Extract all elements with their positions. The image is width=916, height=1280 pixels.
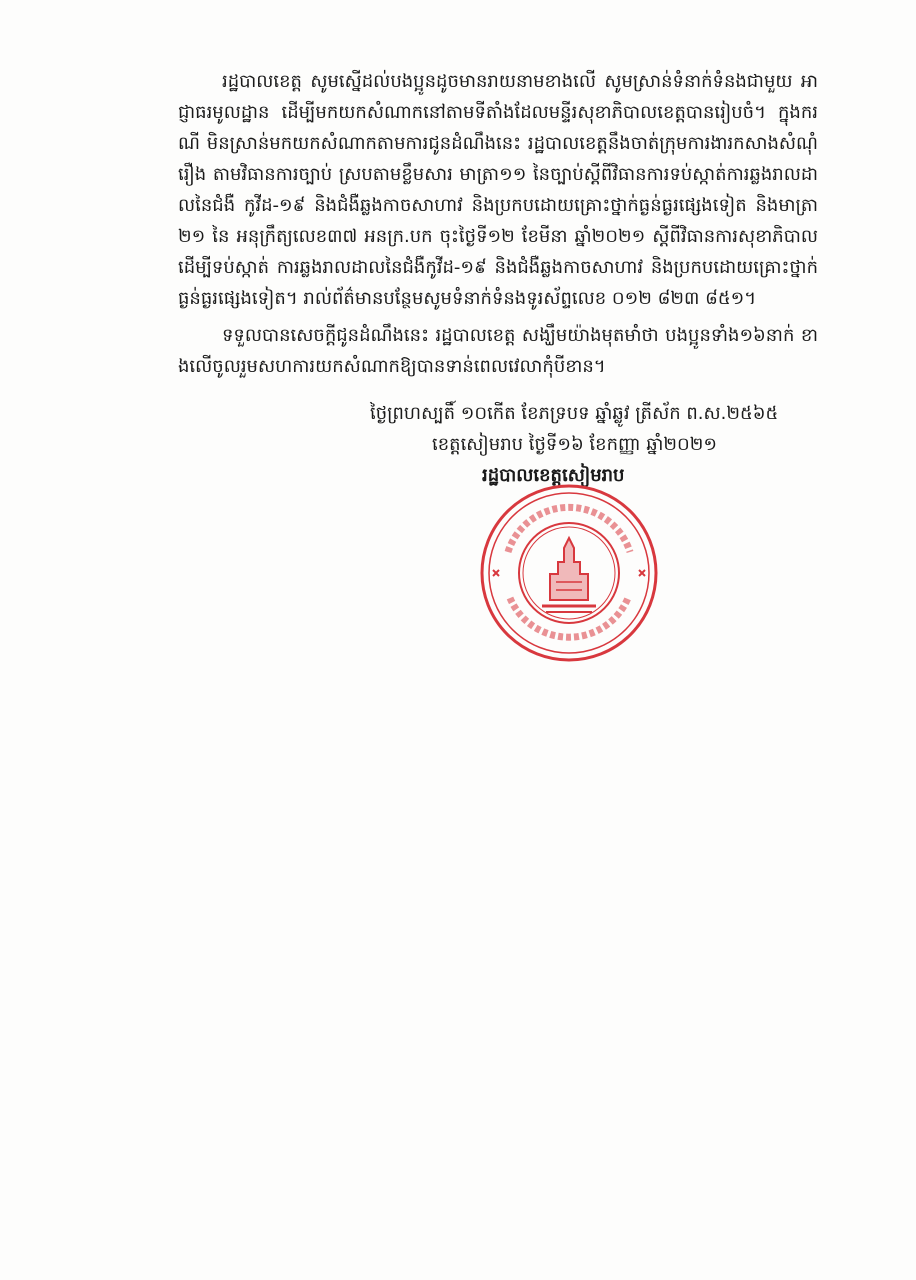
official-seal-icon (478, 482, 660, 664)
paragraph-request: រដ្ឋបាលខេត្ត សូមស្នើដល់បងប្អូនដូចមានរាយនាមខាងលើ សូមស្រាន់ទំនាក់ទំនងជាមួយ អាជ្ញាធរមូលដ្ឋាន ដើម្បីមកយកសំណាកនៅតាមទីតាំងដែលមន្ទីរសុខាភិបាលខេត្តបានរៀបចំ។ ក្នុងករណី មិនស្រាន់មកយកសំណាកតាមការជូនដំណឹងនេះ រដ្ឋបាលខេត្តនឹងចាត់ក្រុមការងារកសាងសំណុំរឿង តាមវិធានការច្បាប់ ស្របតាមខ្លឹមសារ មាត្រា១១ នៃច្បាប់ស្តីពីវិធានការទប់ស្កាត់ការឆ្លងរាលដាលនៃជំងឺ កូវីដ-១៩ និងជំងឺឆ្លងកាចសាហាវ និងប្រកបដោយគ្រោះថ្នាក់ធ្ងន់ធ្ងរផ្សេងទៀត និងមាត្រា២១ នៃ អនុក្រឹត្យលេខ៣៧ អនក្រ.បក ចុះថ្ងៃទី១២ ខែមីនា ឆ្នាំ២០២១ ស្តីពីវិធានការសុខាភិបាល ដើម្បីទប់ស្កាត់ ការឆ្លងរាលដាលនៃជំងឺកូវីដ-១៩ និងជំងឺឆ្លងកាចសាហាវ និងប្រកបដោយគ្រោះថ្នាក់ធ្ងន់ធ្ងរផ្សេងទៀត។ រាល់ព័ត៌មានបន្ថែមសូមទំនាក់ទំនងទូរស័ព្ទលេខ ០១២ ៨២៣ ៨៥១។ (178, 71, 818, 309)
solar-date: ខេត្តសៀមរាប ថ្ងៃទី១៦ ខែកញ្ញា ឆ្នាំ២០២១ (432, 434, 717, 455)
signatory-name: រដ្ឋបាលខេត្តសៀមរាប (482, 465, 625, 486)
lunar-date: ថ្ងៃព្រហស្បតិ៍ ១០កើត ខែភទ្របទ ឆ្នាំឆ្លូវ ត្រីស័ក ព.ស.២៥៦៥ (370, 403, 779, 424)
letter-body (178, 66, 818, 388)
closing-block (362, 398, 822, 491)
paragraph-closing: ទទួលបានសេចក្តីជូនដំណឹងនេះ រដ្ឋបាលខេត្ត សង្ឃឹមយ៉ាងមុតមាំថា បងប្អូនទាំង១៦នាក់ ខាងលើចូលរួមសហការយកសំណាកឱ្យបានទាន់ពេលវេលាកុំបីខាន។ (178, 325, 818, 377)
